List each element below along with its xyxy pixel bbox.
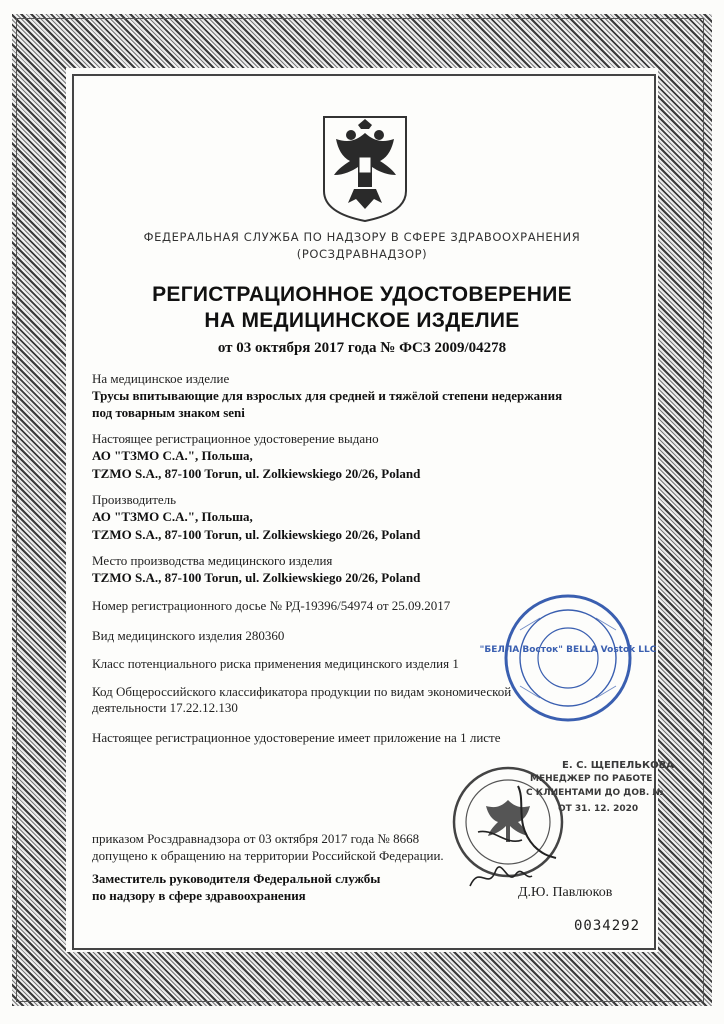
signature-mark [466, 856, 536, 896]
device-type: Вид медицинского изделия 280360 [92, 628, 285, 643]
certificate-date-number: от 03 октября 2017 года № ФСЗ 2009/04278 [217, 340, 507, 356]
certificate-title-line2: НА МЕДИЦИНСКОЕ ИЗДЕЛИЕ [204, 309, 520, 332]
okved-line1: Код Общероссийского классификатора продукции по видам экономической [92, 684, 512, 699]
okved-line2: деятельности 17.22.12.130 [92, 700, 238, 715]
issued-to-label: Настоящее регистрационное удостоверение выдано [92, 431, 379, 446]
signatory-line1: Заместитель руководителя Федеральной службы [92, 871, 381, 886]
cert-stamp-line3: С КЛИЕНТАМИ ДО ДОВ. № [526, 788, 664, 798]
double-headed-eagle-icon [318, 113, 412, 223]
order-line2: допущено к обращению на территории Российской Федерации. [92, 848, 444, 863]
cert-stamp-line4: ОТ 31. 12. 2020 [558, 804, 639, 814]
serial-number: 0034292 [574, 918, 641, 934]
production-site-label: Место производства медицинского изделия [92, 553, 333, 568]
appendix-note: Настоящее регистрационное удостоверение имеет приложение на 1 листе [92, 730, 501, 745]
issued-to-line1: АО "ТЗМО С.А.", Польша, [92, 448, 253, 463]
signatory-line2: по надзору в сфере здравоохранения [92, 888, 306, 903]
issued-to-line2: TZMO S.A., 87-100 Torun, ul. Zolkiewskiego 20/26, Poland [92, 466, 421, 481]
agency-name: ФЕДЕРАЛЬНАЯ СЛУЖБА ПО НАДЗОРУ В СФЕРЕ ЗДРАВООХРАНЕНИЯ [143, 230, 581, 244]
company-blue-stamp [479, 590, 657, 726]
cert-stamp-line2: МЕНЕДЖЕР ПО РАБОТЕ [530, 774, 653, 784]
certificate-title-line1: РЕГИСТРАЦИОННОЕ УДОСТОВЕРЕНИЕ [152, 283, 572, 306]
production-site-line1: TZMO S.A., 87-100 Torun, ul. Zolkiewskiego 20/26, Poland [92, 570, 421, 585]
manufacturer-line2: TZMO S.A., 87-100 Torun, ul. Zolkiewskiego 20/26, Poland [92, 527, 421, 542]
cert-stamp-line1: Е. С. ЩЕПЕЛЬКОВА [562, 760, 674, 771]
order-line1: приказом Росздравнадзора от 03 октября 2017 года № 8668 [92, 831, 420, 846]
manufacturer-label: Производитель [92, 492, 177, 507]
certification-copy-stamp [518, 756, 674, 826]
signatory-name: Д.Ю. Павлюков [518, 885, 613, 900]
device-name-line1: Трусы впитывающие для взрослых для средней и тяжёлой степени недержания [92, 388, 563, 403]
manufacturer-line1: АО "ТЗМО С.А.", Польша, [92, 509, 253, 524]
risk-class: Класс потенциального риска применения медицинского изделия 1 [92, 656, 459, 671]
blue-stamp-text: "БЕЛЛА Восток" BELLA Vostok LLC [479, 645, 657, 655]
agency-short-name: (РОСЗДРАВНАДЗОР) [296, 247, 428, 261]
device-name-line2: под товарным знаком seni [92, 405, 245, 420]
dossier-number: Номер регистрационного досье № РД-19396/54974 от 25.09.2017 [92, 598, 451, 613]
device-label: На медицинское изделие [92, 371, 230, 386]
